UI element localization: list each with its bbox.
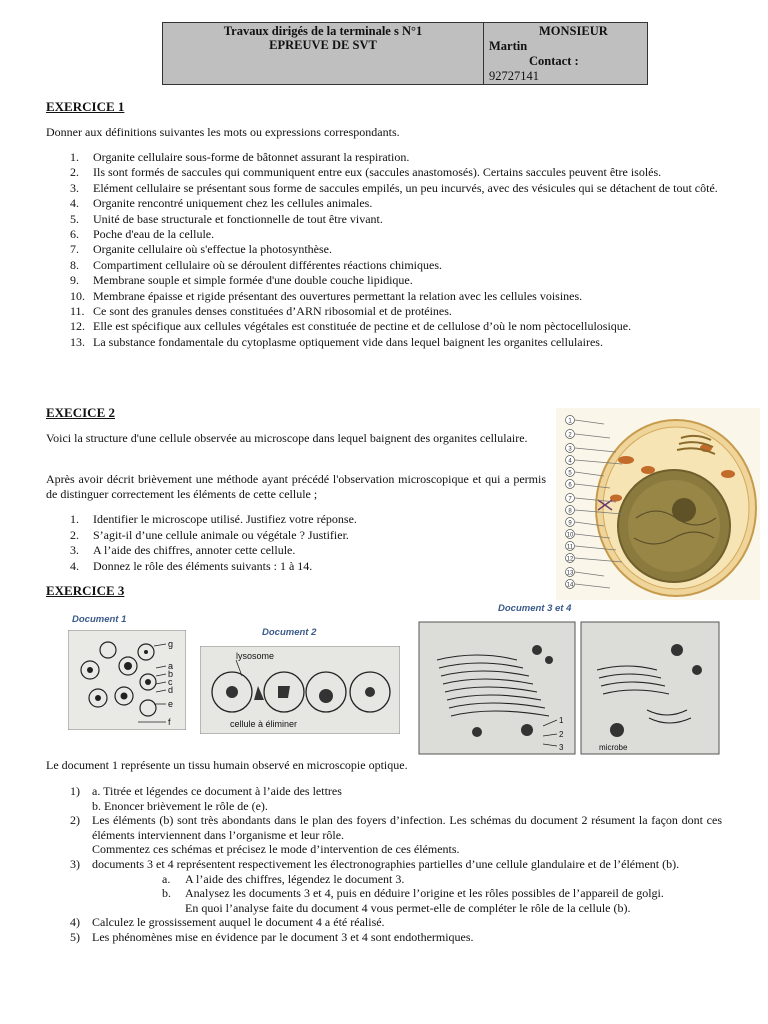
ex1-definition-item <box>46 273 718 288</box>
ex1-definition-item-text: Organite cellulaire sous-forme de bâtonnet assurant la respiration. <box>93 150 410 164</box>
doc1-label-b: b <box>168 669 174 679</box>
ex1-definition-item-text: Organite cellulaire où s'effectue la photosynthèse. <box>93 242 332 257</box>
ex1-definition-item-number: 3. <box>70 180 79 195</box>
ex1-definition-item-text: Poche d'eau de la cellule. <box>93 227 215 242</box>
cell-label-12: 12 <box>566 556 574 563</box>
ex2-question-item-number: 3. <box>70 543 79 557</box>
doc3-mark-2: 2 <box>559 730 564 739</box>
ex1-definition-item <box>46 289 718 304</box>
ex2-question-item <box>46 559 546 575</box>
doc34-figure <box>417 620 721 756</box>
doc4-label-microbe: microbe <box>599 743 628 752</box>
cell-label-2: 2 <box>568 432 572 439</box>
ex2-paragraph-2: Après avoir décrit brièvement une méthode ayant précédé l'observation microscopique et qui a permis de distinguer correctement les éléments de cette cellule ; <box>46 472 546 501</box>
doc2-figure <box>200 646 400 734</box>
cell-label-14: 14 <box>566 582 574 589</box>
question-2 <box>46 813 722 857</box>
ex1-definition-item <box>46 335 718 350</box>
header-title: Travaux dirigés de la terminale s N°1 <box>223 24 423 38</box>
ex1-definition-item-text: Membrane épaisse et rigide présentant des ouvertures permettant la relation avec les cellules voisines. <box>93 288 583 303</box>
ex1-definition-item-number: 11. <box>70 304 85 319</box>
ex1-definition-item-text: Ce sont des granules denses constituées d’ARN ribosomial et de protéines. <box>93 304 452 319</box>
question-3c-text: En quoi l’analyse faite du document 4 vous permet-elle de compléter le rôle de la cellule (b). <box>185 900 631 915</box>
ex2-question-item <box>46 528 546 544</box>
contact-number: 92727141 <box>489 69 539 83</box>
cell-label-9: 9 <box>568 520 572 527</box>
ex2-question-item-number: 4. <box>70 558 79 573</box>
ex1-definition-item-number: 10. <box>70 288 85 303</box>
ex1-definition-item-text: Compartiment cellulaire où se déroulent différentes réactions chimiques. <box>93 257 442 272</box>
cell-label-4: 4 <box>568 458 572 465</box>
ex2-list <box>46 512 546 574</box>
cell-label-13: 13 <box>566 570 574 577</box>
ex1-list <box>46 150 718 350</box>
ex1-definition-item-number: 6. <box>70 227 79 242</box>
question-2-sub: Commentez ces schémas et précisez le mode d’intervention de ces éléments. <box>92 842 460 857</box>
doc2-label-cellule: cellule à éliminer <box>230 719 298 729</box>
ex2-question-item-text: Identifier le microscope utilisé. Justifiez votre réponse. <box>93 512 357 526</box>
doc1-label-c: c <box>168 677 173 687</box>
question-4-number: 4) <box>70 915 80 930</box>
teacher-name: Martin <box>489 39 528 53</box>
ex1-definition-item-number: 2. <box>70 165 79 180</box>
ex1-definition-item <box>46 304 718 319</box>
cell-label-7: 7 <box>568 496 572 503</box>
teacher-title: MONSIEUR <box>539 24 608 38</box>
question-1-number: 1) <box>70 784 80 798</box>
cell-label-3: 3 <box>568 446 572 453</box>
cell-label-6: 6 <box>568 482 572 489</box>
cell-label-1: 1 <box>568 418 572 425</box>
doc2-label-lysosome: lysosome <box>236 651 275 661</box>
ex1-definition-item <box>46 150 718 165</box>
doc2-caption: Document 2 <box>262 627 317 638</box>
question-3-text: documents 3 et 4 représentent respectivement les électronographies partielles d’une cellule glandulaire et de l’élément (b). <box>92 856 680 871</box>
question-3a-text: A l’aide des chiffres, légendez le document 3. <box>185 871 405 886</box>
question-3-number: 3) <box>70 856 80 871</box>
ex1-definition-item-number: 4. <box>70 196 79 211</box>
ex1-definition-item-number: 12. <box>70 319 85 334</box>
question-4-text: Calculez le grossissement auquel le document 4 a été réalisé. <box>92 915 385 930</box>
ex3-questions <box>46 784 722 945</box>
ex1-definition-item-text: Organite rencontré uniquement chez les cellules animales. <box>93 196 373 211</box>
doc1-label-a: a <box>168 661 174 671</box>
doc3-mark-1: 1 <box>559 716 564 725</box>
question-3b-number: b. <box>162 886 171 901</box>
question-3b-text: Analysez les documents 3 et 4, puis en déduire l’origine et les rôles possibles de l’appareil de golgi. <box>185 886 664 901</box>
doc1-caption: Document 1 <box>72 614 127 625</box>
header-box <box>162 22 648 85</box>
ex1-definition-item-text: Elément cellulaire se présentant sous forme de saccules empilés, un peu incurvés, avec des vésicules qui se détachent de tout côté. <box>93 180 718 195</box>
cell-label-5: 5 <box>568 470 572 477</box>
ex1-definition-item-number: 7. <box>70 242 79 257</box>
ex1-definition-item <box>46 242 718 257</box>
ex1-definition-item-number: 13. <box>70 334 85 349</box>
ex2-title: EXECICE 2 <box>46 405 115 420</box>
ex2-question-item-text: Donnez le rôle des éléments suivants : 1 à 14. <box>93 558 313 573</box>
ex1-definition-item <box>46 258 718 273</box>
ex2-question-item-number: 2. <box>70 527 79 542</box>
ex3-title: EXERCICE 3 <box>46 583 125 598</box>
question-1a: a. Titrée et légendes ce document à l’aide des lettres <box>92 784 342 798</box>
question-3a-number: a. <box>162 871 171 886</box>
ex1-definition-item-number: 8. <box>70 257 79 272</box>
header-right <box>484 23 647 84</box>
question-2-number: 2) <box>70 813 80 828</box>
cell-structure-figure <box>556 408 760 600</box>
doc34-caption: Document 3 et 4 <box>498 603 572 614</box>
ex1-definition-item-text: Unité de base structurale et fonctionnelle de tout être vivant. <box>93 211 383 226</box>
question-5-text: Les phénomènes mise en évidence par le document 3 et 4 sont endothermiques. <box>92 929 474 944</box>
doc1-label-g: g <box>168 639 174 649</box>
ex1-intro: Donner aux définitions suivantes les mots ou expressions correspondants. <box>46 125 400 139</box>
question-3 <box>46 857 722 915</box>
ex1-definition-item-number: 5. <box>70 211 79 226</box>
header-left <box>163 23 484 84</box>
ex1-definition-item-number: 1. <box>70 150 79 164</box>
ex1-definition-item <box>46 319 718 334</box>
ex1-definition-item-text: Ils sont formés de saccules qui communiquent entre eux (saccules anastomosés). Certains saccules peuvent être isolés. <box>93 165 662 180</box>
contact-label: Contact : <box>529 54 579 68</box>
ex2-question-item-text: S’agit-il d’une cellule animale ou végétale ? Justifier. <box>93 527 349 542</box>
doc1-label-d: d <box>168 685 174 695</box>
doc3-mark-3: 3 <box>559 743 564 752</box>
ex1-title: EXERCICE 1 <box>46 99 125 114</box>
question-5 <box>46 930 722 945</box>
question-4 <box>46 915 722 930</box>
ex1-definition-item <box>46 227 718 242</box>
question-3a <box>92 872 722 887</box>
question-3b <box>92 886 722 915</box>
ex1-definition-item <box>46 165 718 180</box>
ex1-definition-item-number: 9. <box>70 273 79 288</box>
doc1-figure <box>68 630 186 730</box>
header-subtitle: EPREUVE DE SVT <box>269 38 377 52</box>
question-1b: b. Enoncer brièvement le rôle de (e). <box>92 798 268 813</box>
ex2-paragraph-1: Voici la structure d'une cellule observée au microscope dans lequel baignent des organites cellulaire. <box>46 431 528 445</box>
cell-label-8: 8 <box>568 508 572 515</box>
ex1-definition-item-text: Elle est spécifique aux cellules végétales est constituée de pectine et de cellulose d’où le nom pèctocellulosique. <box>93 319 632 334</box>
cell-label-10: 10 <box>566 532 574 539</box>
ex2-question-item-text: A l’aide des chiffres, annoter cette cellule. <box>93 543 296 557</box>
ex3-intro: Le document 1 représente un tissu humain observé en microscopie optique. <box>46 758 408 772</box>
ex2-question-item <box>46 512 546 528</box>
question-1 <box>46 784 722 813</box>
ex2-question-item <box>46 543 546 559</box>
ex2-question-item-number: 1. <box>70 512 79 526</box>
doc1-label-f: f <box>168 717 171 727</box>
ex1-definition-item-text: Membrane souple et simple formée d'une double couche lipidique. <box>93 273 413 288</box>
cell-label-11: 11 <box>566 544 574 551</box>
doc1-label-e: e <box>168 699 174 709</box>
ex1-definition-item <box>46 181 718 196</box>
ex1-definition-item-text: La substance fondamentale du cytoplasme optiquement vide dans lequel baignent les organites cellulaires. <box>93 334 603 349</box>
question-5-number: 5) <box>70 929 80 944</box>
ex1-definition-item <box>46 212 718 227</box>
ex1-definition-item <box>46 196 718 211</box>
question-2-text: Les éléments (b) sont très abondants dans le plan des foyers d’infection. Les schémas du document 2 résument la façon dont ces éléments interviennent dans l’organisme et leur rôle. <box>92 813 722 842</box>
